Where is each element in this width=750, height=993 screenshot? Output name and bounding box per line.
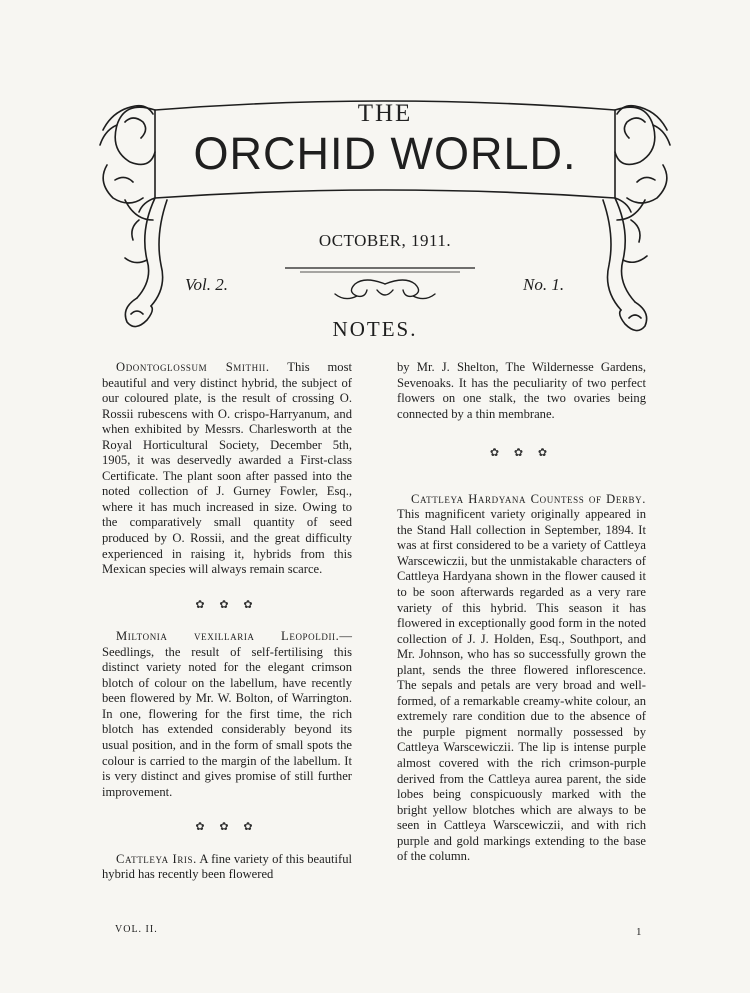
issue-number: No. 1.	[523, 275, 565, 294]
journal-title: ORCHID WORLD.	[193, 128, 577, 179]
ornament-divider: ✿ ✿ ✿	[195, 821, 259, 834]
note-miltonia	[102, 629, 352, 800]
section-heading: NOTES.	[332, 317, 418, 341]
note-text: This most beautiful and very distinct hybrid, the subject of our coloured plate, is the result of crossing O. Rossii rubescens with O. crispo-Harryanum, and when exhibited by Messrs. Charlesworth at the Royal Horticultural Society, December 5th, 1905, it was deservedly awarded a First-class Certificate. The plant soon after passed into the noted collection of J. Gurney Fowler, Esq., where it has much increased in size. Owing to the comparatively small quantity of seed produced by O. Rossii, and the great difficulty experienced in raising it, hybrids from this Mexican species will always remain scarce.	[102, 360, 352, 577]
note-cattleya-hardyana	[397, 492, 646, 865]
note-text: This magnificent variety originally appeared in the Stand Hall collection in September, 1894. It was at first considered to be a variety of Cattleya Warscewiczii, but the unmistakable characters of Cattleya Hardyana shown in the flower caused it to be soon afterwards regarded as a very rare variety of this hybrid. This season it has flowered in exceptionally good form in the noted collection of J. J. Holden, Esq., Southport, and Mr. Johnson, who has so successfully grown the plant, sends the three flowered inflorescence. The sepals and petals are very broad and well-formed, of a remarkable creamy-white colour, an extremely rare condition due to the absence of the purple pigment normally possessed by Cattleya Warscewiczii. The lip is intense purple almost covered with the rich crimson-purple derived from the Cattleya aurea parent, the side lobes being conspicuously marked with the bright yellow blotches which are always to be seen in Cattleya Warscewiczii, and with rich purple and gold markings extending to the base of the column.	[397, 507, 646, 864]
note-continuation: by Mr. J. Shelton, The Wildernesse Gardens, Sevenoaks. It has the peculiarity of two perfect flowers on one stalk, the two ovaries being connected by a thin membrane.	[397, 360, 646, 421]
note-cattleya-iris	[102, 852, 352, 883]
note-text: —Seedlings, the result of self-fertilising this distinct variety noted for the elegant crimson blotch of colour on the labellum, have recently been flowered by Mr. W. Bolton, of Warrington. In one, flowering for the first time, the rich blotch has extended considerably beyond its usual position, and in the form of small spots the colour is carried to the margin of the labellum. It is very distinct and gives promise of still further improvement.	[102, 629, 352, 799]
masthead	[95, 70, 675, 350]
footer-volume: VOL. II.	[115, 924, 158, 935]
note-odontoglossum	[102, 360, 352, 578]
left-column	[102, 360, 352, 883]
ornament-divider: ✿ ✿ ✿	[489, 447, 554, 460]
note-heading: Odontoglossum Smithii.	[116, 360, 270, 374]
note-heading: Cattleya Hardyana Countess of Derby.	[411, 491, 646, 506]
volume-label: Vol. 2.	[185, 275, 228, 294]
note-heading: Miltonia vexillaria Leopoldii.	[116, 629, 340, 644]
right-column	[397, 360, 646, 865]
masthead-the: THE	[357, 100, 413, 127]
issue-date: OCTOBER, 1911.	[318, 231, 452, 250]
note-text: A fine variety of this beautiful hybrid has recently been flowered	[102, 851, 352, 882]
note-heading: Cattleya Iris.	[116, 851, 197, 866]
ornament-divider: ✿ ✿ ✿	[195, 598, 259, 611]
page-number: 1	[636, 926, 642, 938]
